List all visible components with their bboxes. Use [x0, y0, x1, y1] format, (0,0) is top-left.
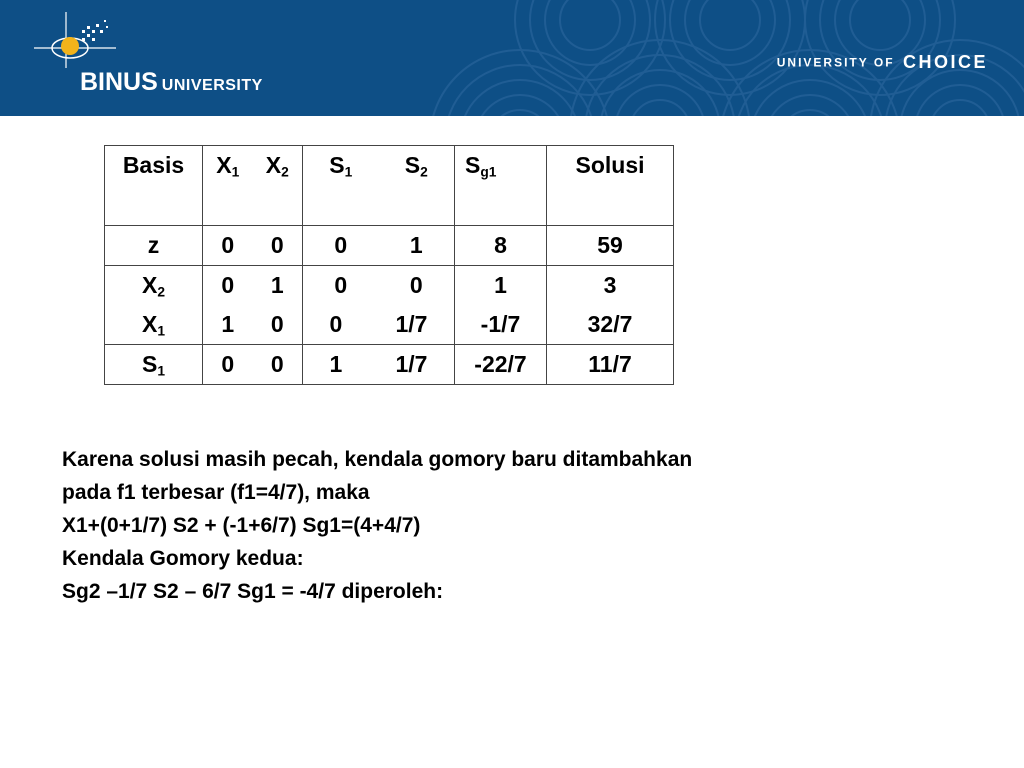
row-x-sg1: 1 -1/7	[455, 266, 547, 345]
simplex-tableau	[104, 145, 674, 385]
header-s1: $S_1$	[329, 151, 353, 180]
header-basis: Basis	[105, 146, 203, 226]
row-s1-sg1: -22/7	[455, 345, 547, 385]
header-s2: $S_2$	[404, 151, 428, 180]
row-x-basis: $X_2$ $X_1$	[105, 266, 203, 345]
row-x-s: 0 0 0 1/7	[303, 266, 455, 345]
text-line-3: X1+(0+1/7) S2 + (-1+6/7) Sg1=(4+4/7)	[62, 514, 421, 537]
table-row	[105, 266, 674, 345]
logo-sphere-icon	[30, 10, 120, 70]
header-solusi: Solusi	[547, 146, 674, 226]
row-z-sg1: 8	[455, 226, 547, 266]
logo-suffix: UNIVERSITY	[161, 77, 263, 94]
row-s1-s: 1 1/7	[303, 345, 455, 385]
header-x1: $X_1$	[216, 151, 240, 180]
logo-wordmark	[80, 68, 263, 97]
tagline-emphasis: CHOICE	[902, 52, 988, 72]
header-x1-x2	[203, 146, 303, 226]
text-line-4: Kendala Gomory kedua:	[62, 547, 304, 570]
row-s1-solusi: 11/7	[547, 345, 674, 385]
explanation-text	[62, 443, 982, 608]
row-x-x: 0 1 1 0	[203, 266, 303, 345]
row-s1-basis: $S_1$	[105, 345, 203, 385]
header-x2: $X_2$	[265, 151, 289, 180]
row-z-solusi: 59	[547, 226, 674, 266]
tagline-prefix: UNIVERSITY OF	[776, 55, 895, 70]
row-z-basis: z	[105, 226, 203, 266]
binus-logo	[30, 10, 310, 105]
row-x-solusi: 3 32/7	[547, 266, 674, 345]
row-z-x: 0 0	[203, 226, 303, 266]
table-row	[105, 345, 674, 385]
text-line-2: pada f1 terbesar (f1=4/7), maka	[62, 481, 370, 504]
text-line-5: Sg2 –1/7 S2 – 6/7 Sg1 = -4/7 diperoleh:	[62, 580, 444, 603]
table-header-row	[105, 146, 674, 226]
tagline	[777, 52, 988, 73]
row-s1-x: 0 0	[203, 345, 303, 385]
header-s1-s2	[303, 146, 455, 226]
header-banner	[0, 0, 1024, 116]
row-z-s: 0 1	[303, 226, 455, 266]
logo-brand: BINUS	[80, 68, 158, 96]
table-row	[105, 226, 674, 266]
header-sg1: $S_{g1}$	[455, 146, 547, 226]
text-line-1: Karena solusi masih pecah, kendala gomory baru ditambahkan	[62, 448, 693, 471]
